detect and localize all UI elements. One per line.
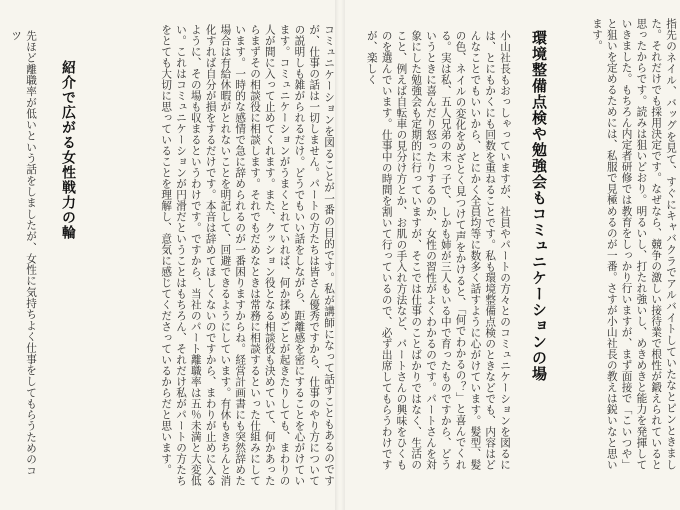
left-page-section-heading: 紹介で広がる女性戦力の輪 — [60, 60, 76, 240]
right-page-section-heading: 環境整備点検や勉強会もコミュニケーションの場 — [530, 30, 548, 382]
left-page-body-text-continued: 先ほど離職率が低いという話をしましたが、女性に気持ちよく仕事をしてもらうためのコツ — [10, 30, 37, 476]
right-page-body-text: 指先のネイル、バッグを見て、すぐにキャバクラでアルバイトしていたなとピンときました。それだけでも採用決定です。なぜなら、競争の激しい接待業で根性が鍛えられていると思ったからです。読みは狙いどおり。明るいし、打たれ強いし、めきめきと能力を発揮していきました。もちろん内定者研修では教育をしっかり行いますが、まず面接で「こいつや」と狙いを定めるためには、私服で見極めるのが一番。さすが小山社長の教えは鋭いなと思います。 — [591, 18, 677, 470]
right-page — [340, 0, 680, 510]
right-page-body-text-continued: 小山社長もおっしゃっていますが、社員やパートの方々とのコミュニケーションを図るには、とにもかくにも回数を重ねることです。私も環境整備点検のときなどでも、内容はどんなことでもいいから、とにかく全員均等に数多く話すように心がけています。髪型、髪の色、ネイルの変化をめざとく見つけて声をかけると、「何でわかるの？」と喜んでくれる。実は私、五人兄弟の末っ子で、しかも姉が三人もいる中で育ったものですから、どういうときに喜んだり怒ったりするのか、女性の習性がよくわかるのです。パートさんを対象にした勉強会も定期的に行っていますが、そこでは仕事のことばかりではなく、生活のこと、例えば自転車の見分け方とか、お肌の手入れ方法など、パートさんの興味をひくものを選んでいます。仕事中の時間を割いて行っているので、必ず出席してもらうわけですが、楽しく — [365, 30, 511, 470]
left-page-body-text: コミュニケーションを図ることが一番の目的です。私が講師になって話すこともあるのですが、仕事の話は一切しません。パートの方たちは皆さん優秀ですから、仕事のやり方についての説明しも雑がられるだけ。どうでもいい話をしながら、距離感を密にすることを心がけています。コミュニケーションがうまくとれていれば、何か揉めごとが起きたりしても、まわりの人が間に入って止めてくれます。また、クッション役となる相談役も決めていて、何かあったらまずその相談役に相談します。それでもだめなときは常務に相談するといった仕組みにしています。一時的な感情で急に辞められるのが一番困りますからね。経営計画書にも突然辞めた場合は有給休暇がとれないことを明記して、回避できるようにしています。有休もきちんと消化すれば自分が損をするだけです。本音は辞めてほしくないのですから、まわりが止めに入るように、その場も収まるというわけです。ですから、当社のパート離職率は五％未満と大変低い。これはコミュニケーションが円滑だということはもちろん、それだけ私がパートの方たちをとても大切に思っていることを理解し、意気に感じてくださっているからだと思います。 — [160, 24, 335, 486]
book-gutter — [335, 0, 345, 510]
